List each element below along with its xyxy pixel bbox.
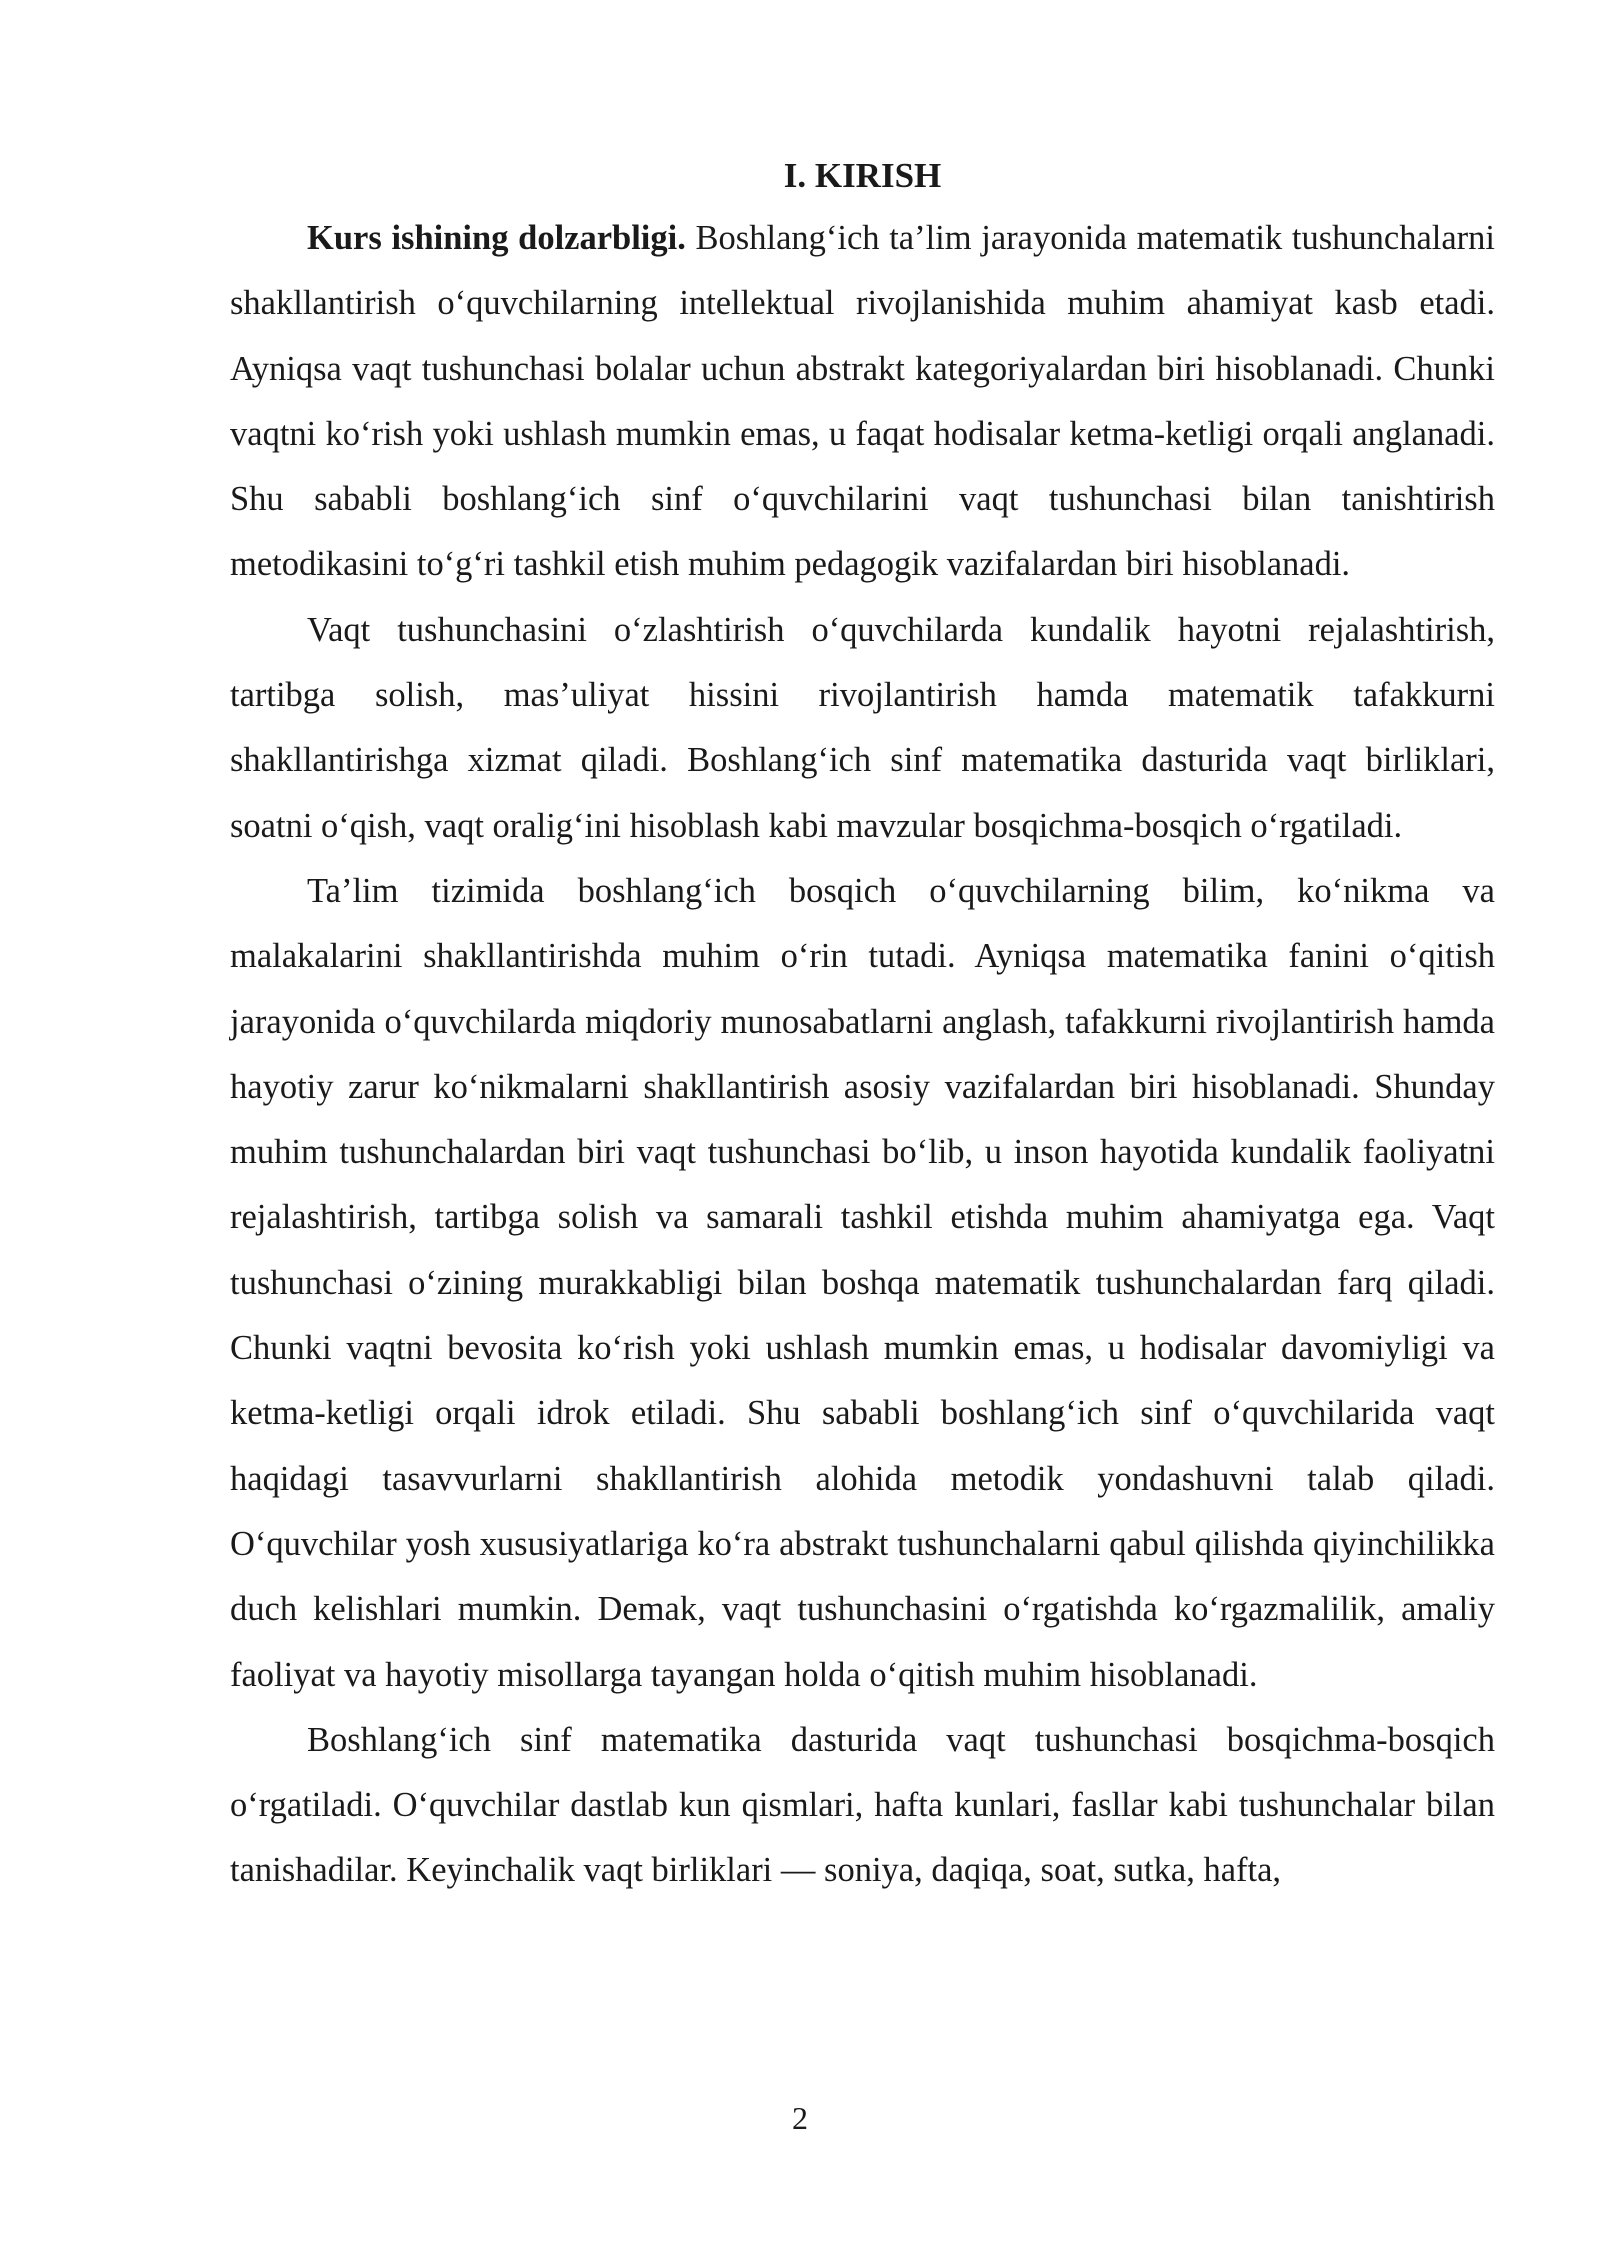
page-number: 2 [792,2100,808,2136]
paragraph-lead-bold: Kurs ishining dolzarbligi. [307,219,686,257]
paragraph-curriculum: Boshlang‘ich sinf matematika dasturida vaqt tushunchasi bosqichma-bosqich o‘rgatiladi. O‘quvchilar dastlab kun qismlari, hafta kunlari, fasllar kabi tushunchalar bilan tanishadilar. Keyinchalik vaqt birliklari — soniya, daqiqa, soat, sutka, hafta, [230,1720,1495,1890]
paragraph-relevance [230,206,1495,598]
paragraph-text: Boshlang‘ich ta’lim jarayonida matematik tushunchalarni shakllantirish o‘quvchilarning intellektual rivojlanishida muhim ahamiyat kasb etadi. Ayniqsa vaqt tushunchasi bolalar uchun abstrakt kategoriyalardan biri hisoblanadi. Chunki vaqtni ko‘rish yoki ushlash mumkin emas, u faqat hodisalar ketma-ketligi orqali anglanadi. Shu sababli boshlang‘ich sinf o‘quvchilarini vaqt tushunchasi bilan tanishtirish metodikasini to‘g‘ri tashkil etish muhim pedagogik vazifalardan biri hisoblanadi. [230,219,1495,584]
paragraph-time-concept: Vaqt tushunchasini o‘zlashtirish o‘quvchilarda kundalik hayotni rejalashtirish, tartibga solish, mas’uliyat hissini rivojlantirish hamda matematik tafakkurni shakllantirishga xizmat qiladi. Boshlang‘ich sinf matematika dasturida vaqt birliklari, soatni o‘qish, vaqt oralig‘ini hisoblash kabi mavzular bosqichma-bosqich o‘rgatiladi. [230,610,1495,845]
paragraph-education-system: Ta’lim tizimida boshlang‘ich bosqich o‘quvchilarning bilim, ko‘nikma va malakalarini shakllantirishda muhim o‘rin tutadi. Ayniqsa matematika fanini o‘qitish jarayonida o‘quvchilarda miqdoriy munosabatlarni anglash, tafakkurni rivojlantirish hamda hayotiy zarur ko‘nikmalarni shakllantirish asosiy vazifalardan biri hisoblanadi. Shunday muhim tushunchalardan biri vaqt tushunchasi bo‘lib, u inson hayotida kundalik faoliyatni rejalashtirish, tartibga solish va samarali tashkil etishda muhim ahamiyatga ega. Vaqt tushunchasi o‘zining murakkabligi bilan boshqa matematik tushunchalardan farq qiladi. Chunki vaqtni bevosita ko‘rish yoki ushlash mumkin emas, u hodisalar davomiyligi va ketma-ketligi orqali idrok etiladi. Shu sababli boshlang‘ich sinf o‘quvchilarida vaqt haqidagi tasavvurlarni shakllantirish alohida metodik yondashuvni talab qiladi. O‘quvchilar yosh xususiyatlariga ko‘ra abstrakt tushunchalarni qabul qilishda qiyinchilikka duch kelishlari mumkin. Demak, vaqt tushunchasini o‘rgatishda ko‘rgazmalilik, amaliy faoliyat va hayotiy misollarga tayangan holda o‘qitish muhim hisoblanadi. [230,871,1495,1694]
page-body [230,150,1495,1904]
section-heading: I. KIRISH [783,156,942,195]
